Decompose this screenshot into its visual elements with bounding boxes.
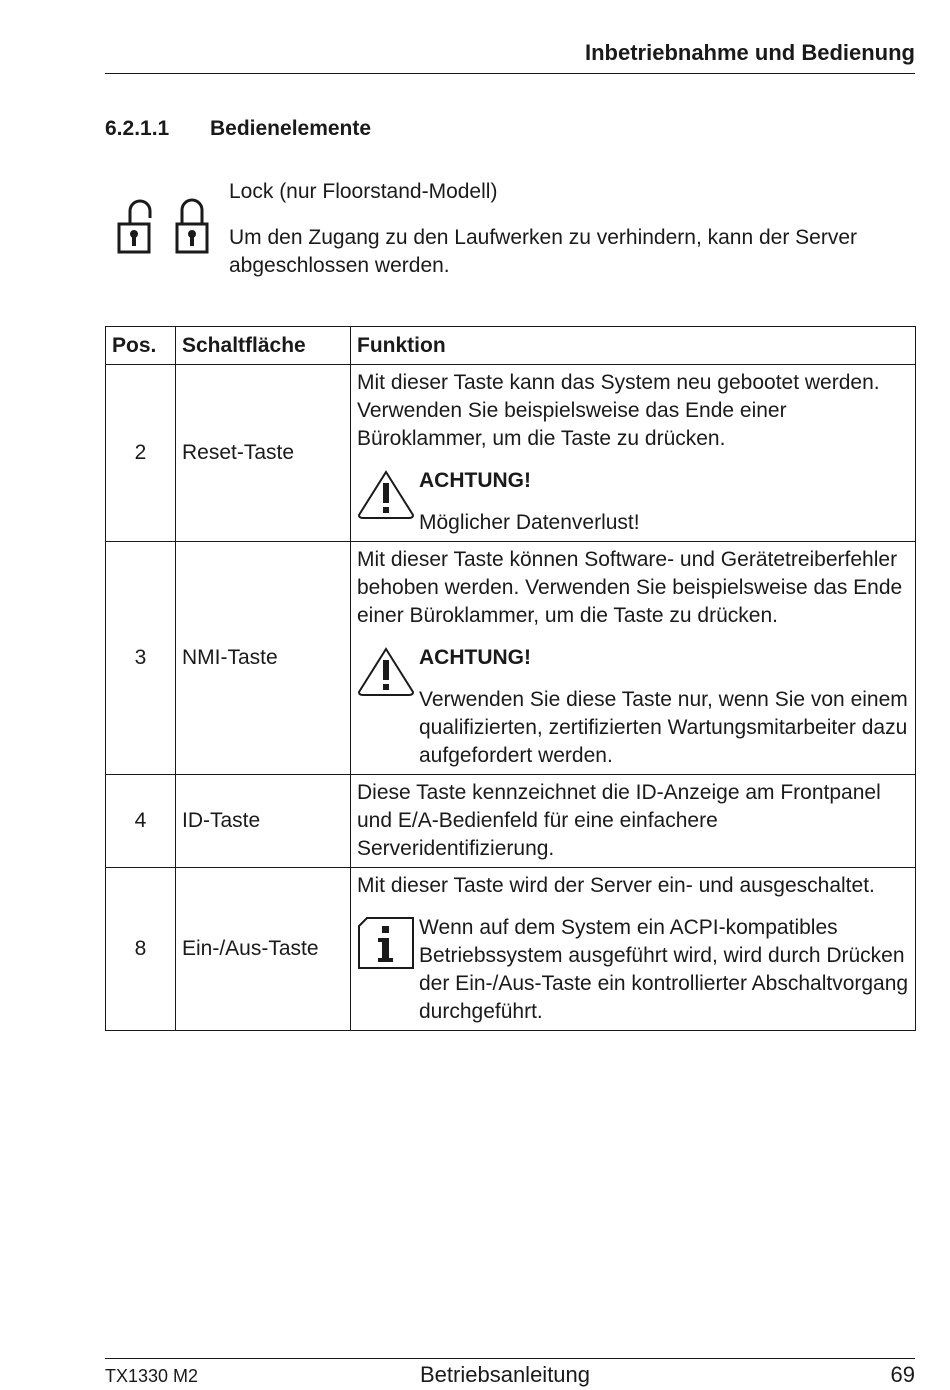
lock-description: Um den Zugang zu den Laufwerken zu verhindern, kann der Server abgeschlossen werden.	[229, 226, 858, 277]
lock-open-icon	[119, 201, 150, 252]
note-text: Möglicher Datenverlust!	[419, 511, 640, 534]
row-function	[351, 868, 916, 1031]
row-function	[351, 365, 916, 542]
footer-doc-title: Betriebsanleitung	[420, 1362, 591, 1387]
table-row	[106, 868, 916, 1031]
header-pos: Pos.	[106, 327, 176, 365]
row-pos: 3	[106, 542, 176, 775]
warning-icon	[357, 469, 415, 521]
table-row	[106, 365, 916, 542]
header-button: Schaltfläche	[176, 327, 351, 365]
note-title: ACHTUNG!	[419, 646, 531, 669]
row-button: Reset-Taste	[176, 365, 351, 542]
warning-note	[357, 644, 909, 770]
warning-icon	[357, 646, 415, 698]
section-title: Bedienelemente	[210, 117, 372, 140]
section-heading	[105, 117, 371, 141]
footer-divider	[105, 1358, 915, 1359]
table-row	[106, 542, 916, 775]
lock-icons	[116, 196, 216, 261]
row-function	[351, 542, 916, 775]
lock-title: Lock (nur Floorstand-Modell)	[229, 180, 498, 203]
row-pos: 4	[106, 775, 176, 868]
function-text: Diese Taste kennzeichnet die ID-Anzeige am Frontpanel und E/A-Bedienfeld für eine einfachere Serveridentifizierung.	[357, 781, 881, 860]
lock-closed-icon	[177, 200, 207, 252]
row-pos: 2	[106, 365, 176, 542]
info-note	[357, 914, 909, 1026]
table-header-row	[106, 327, 916, 365]
info-icon	[357, 916, 415, 970]
header-divider	[105, 73, 915, 74]
page-number: 69	[890, 1362, 915, 1387]
row-button: Ein-/Aus-Taste	[176, 868, 351, 1031]
header-function: Funktion	[351, 327, 916, 365]
running-header: Inbetriebnahme und Bedienung	[584, 40, 915, 65]
function-text: Mit dieser Taste kann das System neu gebootet werden. Verwenden Sie beispielsweise das Ende einer Büroklammer, um die Taste zu drücken.	[357, 371, 880, 450]
footer-model: TX1330 M2	[105, 1366, 199, 1386]
warning-note	[357, 467, 909, 537]
function-text: Mit dieser Taste wird der Server ein- und ausgeschaltet.	[357, 874, 875, 897]
row-function	[351, 775, 916, 868]
function-text: Mit dieser Taste können Software- und Gerätetreiberfehler behoben werden. Verwenden Sie beispielsweise das Ende einer Büroklammer, um die Taste zu drücken.	[357, 548, 903, 627]
note-title: ACHTUNG!	[419, 469, 531, 492]
row-pos: 8	[106, 868, 176, 1031]
table-row	[106, 775, 916, 868]
note-text: Verwenden Sie diese Taste nur, wenn Sie von einem qualifizierten, zertifizierten Wartungsmitarbeiter dazu aufgefordert werden.	[419, 688, 908, 767]
row-button: ID-Taste	[176, 775, 351, 868]
section-number: 6.2.1.1	[105, 117, 170, 140]
note-text: Wenn auf dem System ein ACPI-kompatibles Betriebssystem ausgeführt wird, wird durch Drücken der Ein-/Aus-Taste ein kontrollierter Abschaltvorgang durchgeführt.	[419, 916, 909, 1023]
row-button: NMI-Taste	[176, 542, 351, 775]
controls-table	[105, 326, 916, 1031]
